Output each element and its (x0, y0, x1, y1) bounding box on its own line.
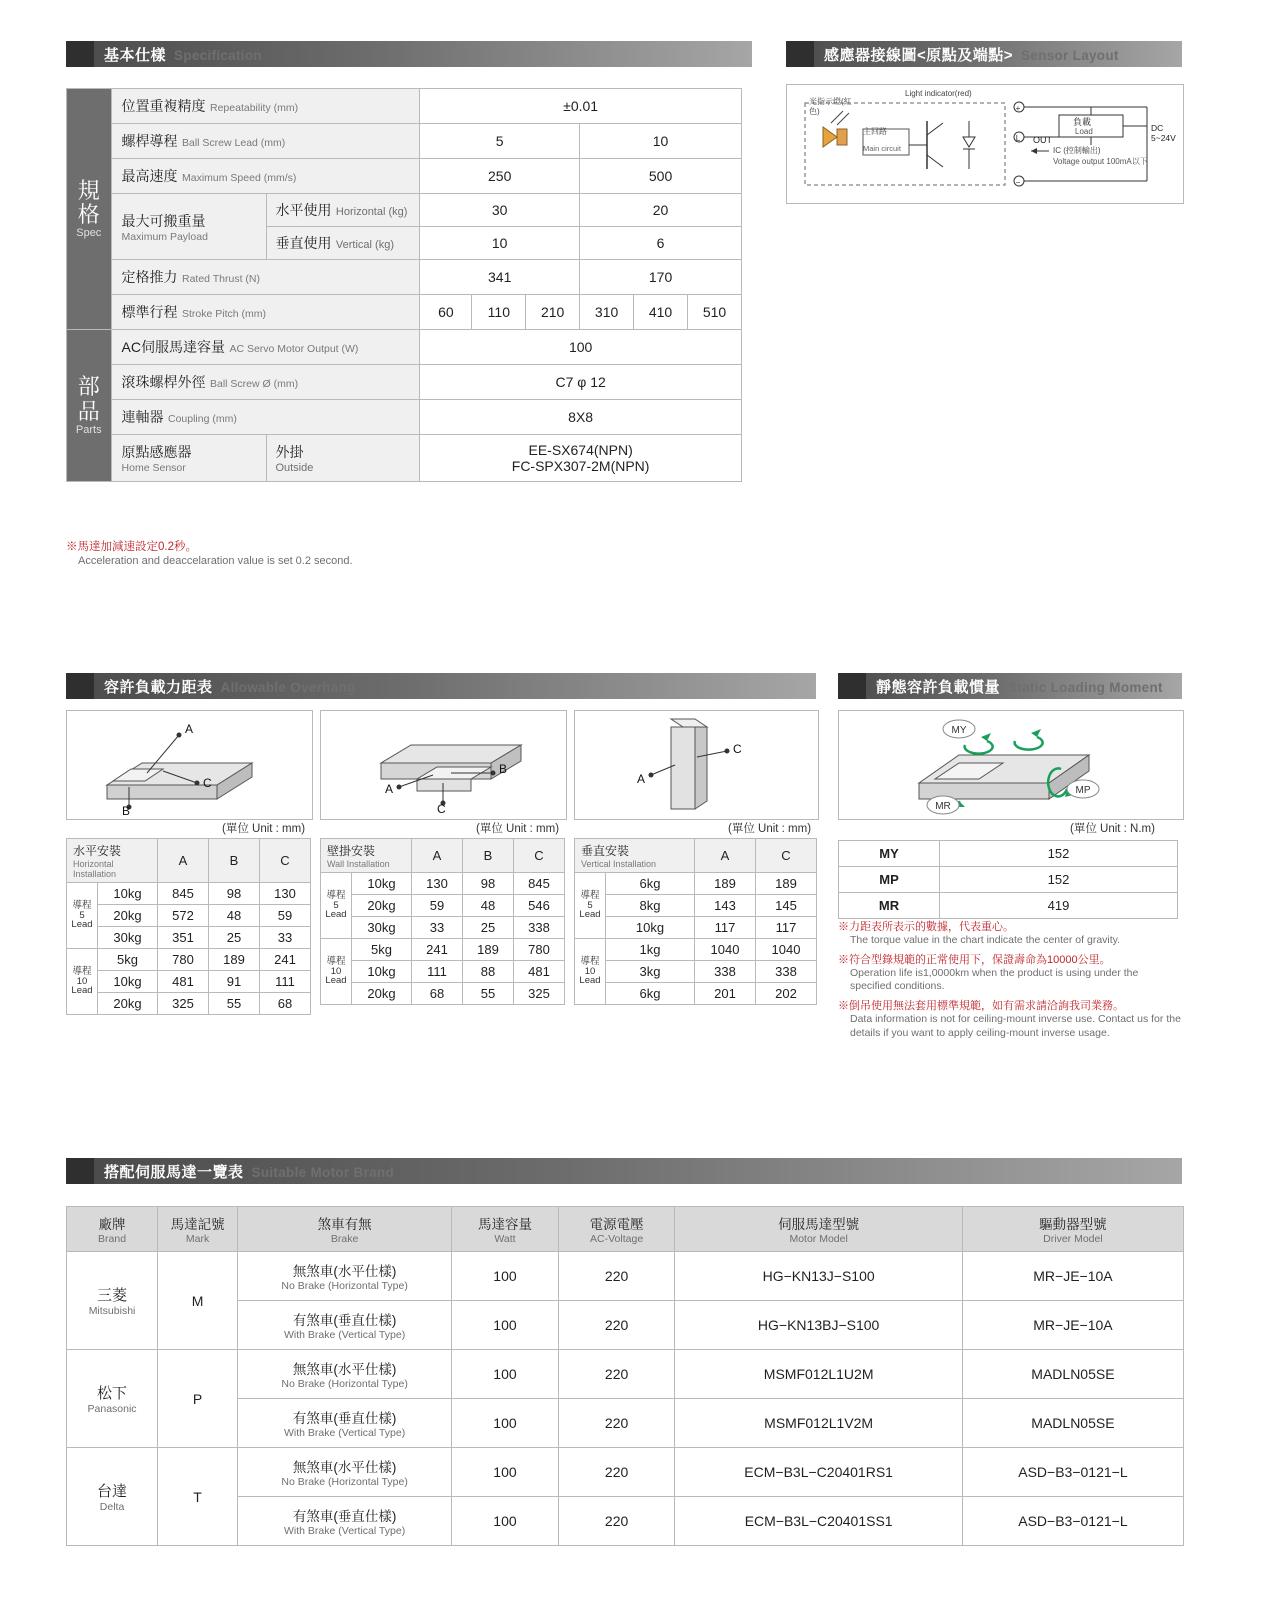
table-row (67, 1350, 1184, 1399)
col-b: B (209, 839, 260, 883)
svg-text:C: C (733, 742, 742, 756)
load-label: 10kg (352, 961, 412, 983)
cell-b: 55 (209, 993, 260, 1015)
overhang-diagram-wall (320, 710, 567, 820)
cell-c: 33 (260, 927, 311, 949)
load-label: 10kg (606, 917, 695, 939)
load-label: 8kg (606, 895, 695, 917)
cell-a: 338 (695, 961, 756, 983)
lead-group-5: 導程 5 Lead (67, 883, 98, 949)
table-row (321, 961, 565, 983)
overhang-table-horizontal (66, 838, 311, 1015)
table-row (67, 435, 742, 482)
value-thrust-10: 170 (580, 260, 742, 295)
brake-type: 無煞車(水平仕樣) No Brake (Horizontal Type) (238, 1448, 452, 1497)
table-row (321, 939, 565, 961)
section-title-en: Specification (174, 47, 262, 63)
table-header-row (67, 1207, 1184, 1252)
row-label-stroke-pitch: 標準行程 Stroke Pitch (mm) (111, 295, 420, 330)
col-voltage: 電源電壓 AC-Voltage (558, 1207, 675, 1252)
cell-a: 130 (412, 873, 463, 895)
svg-text:A: A (185, 722, 194, 736)
moment-value-mr: 419 (940, 893, 1178, 919)
spec-side-label-cn: 規格 (77, 177, 100, 227)
load-label: 3kg (606, 961, 695, 983)
svg-text:−: − (1015, 178, 1021, 187)
header-accent-bar (66, 1158, 94, 1184)
brake-type: 無煞車(水平仕樣) No Brake (Horizontal Type) (238, 1350, 452, 1399)
cell-c: 546 (514, 895, 565, 917)
load-label: 6kg (606, 983, 695, 1005)
col-watt: 馬達容量 Watt (452, 1207, 559, 1252)
watt: 100 (452, 1301, 559, 1350)
cell-b: 189 (463, 939, 514, 961)
section-header-specification (66, 41, 752, 67)
cell-a: 201 (695, 983, 756, 1005)
table-row (67, 993, 311, 1015)
svg-text:MP: MP (1075, 785, 1091, 796)
table-row (321, 895, 565, 917)
section-title-cn: 基本仕樣 (104, 46, 167, 64)
cell-c: 202 (756, 983, 817, 1005)
load-label: 5kg (98, 949, 158, 971)
motor-model: HG−KN13J−S100 (675, 1252, 962, 1301)
value-lead-5: 5 (420, 124, 580, 159)
brand-panasonic: 松下 Panasonic (67, 1350, 158, 1448)
section-title-en: Static Loading Moment (1008, 679, 1163, 695)
table-row (67, 971, 311, 993)
cell-a: 68 (412, 983, 463, 1005)
value-stroke-3: 210 (526, 295, 580, 330)
value-payload-v-10: 6 (580, 227, 742, 260)
spec-note-en: Acceleration and deaccelaration value is set 0.2 second. (78, 555, 353, 567)
load-label: 1kg (606, 939, 695, 961)
table-row (67, 905, 311, 927)
cell-b: 98 (209, 883, 260, 905)
voltage: 220 (558, 1448, 675, 1497)
table-row (839, 867, 1178, 893)
driver-model: MADLN05SE (962, 1399, 1183, 1448)
lead-group-5: 導程 5 Lead (321, 873, 352, 939)
sensor-out-label: OUT (1033, 135, 1052, 145)
home-sensor-model-2: FC-SPX307-2M(NPN) (511, 458, 650, 474)
header-accent-bar (66, 41, 94, 67)
unit-label-vertical: (單位 Unit : mm) (728, 823, 812, 835)
col-driver-model: 驅動器型號 Driver Model (962, 1207, 1183, 1252)
cell-a: 33 (412, 917, 463, 939)
sensor-load-en: Load (1075, 127, 1093, 136)
row-label-max-speed: 最高速度 Maximum Speed (mm/s) (111, 159, 420, 194)
cell-a: 1040 (695, 939, 756, 961)
motor-model: HG−KN13BJ−S100 (675, 1301, 962, 1350)
overhang-title-wall: 壁掛安裝 Wall Installation (321, 839, 412, 873)
static-moment-table (838, 840, 1178, 919)
value-stroke-4: 310 (580, 295, 634, 330)
value-payload-v-5: 10 (420, 227, 580, 260)
voltage: 220 (558, 1252, 675, 1301)
moment-value-mp: 152 (940, 867, 1178, 893)
sensor-main-circuit-en: Main circuit (863, 144, 901, 153)
motor-model: ECM−B3L−C20401RS1 (675, 1448, 962, 1497)
table-row (67, 927, 311, 949)
table-row (321, 983, 565, 1005)
header-accent-bar (838, 673, 866, 699)
section-header-overhang (66, 673, 816, 699)
cell-c: 338 (756, 961, 817, 983)
cell-c: 68 (260, 993, 311, 1015)
mark-mitsubishi: M (158, 1252, 238, 1350)
section-header-motor-brand (66, 1158, 1182, 1184)
overhang-table-vertical (574, 838, 817, 1005)
voltage: 220 (558, 1399, 675, 1448)
overhang-table-wall (320, 838, 565, 1005)
cell-a: 117 (695, 917, 756, 939)
moment-key-my: MY (839, 841, 940, 867)
row-label-max-payload: 最大可搬重量 Maximum Payload (111, 194, 267, 260)
sensor-load-cn: 負載 (1073, 117, 1092, 127)
value-home-sensor (420, 435, 742, 482)
cell-c: 481 (514, 961, 565, 983)
cell-c: 1040 (756, 939, 817, 961)
load-label: 20kg (98, 993, 158, 1015)
table-row (575, 895, 817, 917)
cell-c: 130 (260, 883, 311, 905)
note-2-cn: ※符合型錄規範的正常使用下，保證壽命為10000公里。 (838, 954, 1111, 967)
svg-text:MY: MY (951, 725, 967, 736)
table-row (575, 917, 817, 939)
svg-text:A: A (637, 772, 646, 786)
svg-text:B: B (499, 762, 508, 776)
note-3-en: Data information is not for ceiling-mount inverse use. Contact us for the details if you want to apply ceiling-mount inverse usage. (850, 1013, 1181, 1039)
load-label: 10kg (98, 971, 158, 993)
cell-c: 780 (514, 939, 565, 961)
col-brand: 廠牌 Brand (67, 1207, 158, 1252)
col-mark: 馬達記號 Mark (158, 1207, 238, 1252)
sensor-dc-label: DC 5~24V (1151, 123, 1176, 144)
table-row (67, 330, 742, 365)
value-repeatability: ±0.01 (420, 89, 742, 124)
table-row (839, 841, 1178, 867)
load-label: 20kg (352, 895, 412, 917)
cell-b: 91 (209, 971, 260, 993)
moment-key-mr: MR (839, 893, 940, 919)
spec-note-cn: ※馬達加減速設定0.2秒。 (66, 541, 197, 553)
watt: 100 (452, 1399, 559, 1448)
svg-text:A: A (385, 782, 394, 796)
specification-table (66, 88, 742, 482)
value-coupling: 8X8 (420, 400, 742, 435)
lead-group-5: 導程 5 Lead (575, 873, 606, 939)
table-row (575, 961, 817, 983)
sensor-layout-diagram (786, 84, 1184, 204)
value-thrust-5: 341 (420, 260, 580, 295)
header-accent-bar (66, 673, 94, 699)
section-title-cn: 容許負載力距表 (104, 678, 213, 696)
sensor-main-circuit-cn: 主回路 (863, 127, 887, 136)
watt: 100 (452, 1252, 559, 1301)
home-sensor-model-1: EE-SX674(NPN) (528, 442, 633, 458)
col-c: C (260, 839, 311, 883)
cell-c: 117 (756, 917, 817, 939)
lead-group-10: 導程 10 Lead (67, 949, 98, 1015)
cell-c: 59 (260, 905, 311, 927)
brake-type: 無煞車(水平仕樣) No Brake (Horizontal Type) (238, 1252, 452, 1301)
cell-c: 338 (514, 917, 565, 939)
brand-mitsubishi: 三菱 Mitsubishi (67, 1252, 158, 1350)
row-label-rated-thrust: 定格推力 Rated Thrust (N) (111, 260, 420, 295)
svg-text:C: C (203, 776, 212, 790)
cell-b: 48 (209, 905, 260, 927)
value-stroke-6: 510 (688, 295, 742, 330)
table-row (67, 124, 742, 159)
parts-side-label-en: Parts (75, 423, 102, 436)
value-speed-10: 500 (580, 159, 742, 194)
value-payload-h-10: 20 (580, 194, 742, 227)
cell-c: 189 (756, 873, 817, 895)
col-c: C (756, 839, 817, 873)
table-row (67, 365, 742, 400)
col-a: A (158, 839, 209, 883)
row-label-repeatability: 位置重複精度 Repeatability (mm) (111, 89, 420, 124)
cell-b: 189 (209, 949, 260, 971)
section-title-cn: 靜態容許負載慣量 (876, 678, 1001, 696)
unit-label-moment: (單位 Unit : N.m) (1070, 823, 1155, 835)
row-label-ball-screw-lead: 螺桿導程 Ball Screw Lead (mm) (111, 124, 420, 159)
row-label-coupling: 連軸器 Coupling (mm) (111, 400, 420, 435)
load-label: 30kg (98, 927, 158, 949)
svg-text:C: C (437, 802, 446, 816)
sensor-light-indicator-en: Light indicator(red) (905, 89, 972, 98)
load-label: 10kg (352, 873, 412, 895)
cell-a: 111 (412, 961, 463, 983)
cell-a: 845 (158, 883, 209, 905)
cell-c: 325 (514, 983, 565, 1005)
row-label-ball-screw-dia: 滾珠螺桿外徑 Ball Screw Ø (mm) (111, 365, 420, 400)
svg-text:+: + (1015, 104, 1021, 113)
row-label-payload-horizontal: 水平使用 Horizontal (kg) (267, 194, 420, 227)
spec-side-label-en: Spec (76, 227, 102, 240)
note-3-cn: ※倒吊使用無法套用標準規範，如有需求請洽詢我司業務。 (838, 1000, 1124, 1013)
mark-panasonic: P (158, 1350, 238, 1448)
section-title-sensor (814, 44, 1119, 65)
table-row (67, 295, 742, 330)
value-ac-servo-output: 100 (420, 330, 742, 365)
driver-model: MADLN05SE (962, 1350, 1183, 1399)
watt: 100 (452, 1448, 559, 1497)
table-row (575, 983, 817, 1005)
cell-a: 325 (158, 993, 209, 1015)
unit-label-horizontal: (單位 Unit : mm) (222, 823, 306, 835)
section-header-sensor (786, 41, 1182, 67)
table-row (321, 873, 565, 895)
spec-side-label (67, 89, 112, 330)
table-row (67, 1448, 1184, 1497)
section-title-en: Suitable Motor Brand (251, 1164, 395, 1180)
table-row (67, 260, 742, 295)
cell-c: 111 (260, 971, 311, 993)
section-title-static-moment (866, 676, 1163, 697)
motor-brand-table (66, 1206, 1184, 1546)
value-lead-10: 10 (580, 124, 742, 159)
table-row (321, 917, 565, 939)
watt: 100 (452, 1497, 559, 1546)
value-stroke-5: 410 (634, 295, 688, 330)
cell-a: 241 (412, 939, 463, 961)
section-title-motor-brand (94, 1161, 394, 1182)
unit-label-wall: (單位 Unit : mm) (476, 823, 560, 835)
cell-b: 98 (463, 873, 514, 895)
cell-a: 780 (158, 949, 209, 971)
cell-a: 189 (695, 873, 756, 895)
section-title-en: Sensor Layout (1021, 47, 1119, 63)
watt: 100 (452, 1350, 559, 1399)
col-b: B (463, 839, 514, 873)
voltage: 220 (558, 1497, 675, 1546)
table-row (575, 873, 817, 895)
cell-c: 845 (514, 873, 565, 895)
table-row (839, 893, 1178, 919)
load-label: 20kg (98, 905, 158, 927)
mark-delta: T (158, 1448, 238, 1546)
cell-a: 481 (158, 971, 209, 993)
load-label: 6kg (606, 873, 695, 895)
cell-a: 572 (158, 905, 209, 927)
svg-text:B: B (122, 804, 131, 817)
static-moment-notes (838, 918, 1182, 1040)
overhang-diagram-horizontal (66, 710, 313, 820)
value-ball-screw-dia: C7 φ 12 (420, 365, 742, 400)
cell-b: 48 (463, 895, 514, 917)
motor-model: MSMF012L1V2M (675, 1399, 962, 1448)
brand-delta: 台達 Delta (67, 1448, 158, 1546)
cell-b: 55 (463, 983, 514, 1005)
col-a: A (412, 839, 463, 873)
sensor-light-indicator-cn: 光指示燈(紅色) (809, 97, 852, 116)
voltage: 220 (558, 1350, 675, 1399)
cell-a: 143 (695, 895, 756, 917)
row-label-home-sensor-outside: 外掛 Outside (267, 435, 420, 482)
motor-model: ECM−B3L−C20401SS1 (675, 1497, 962, 1546)
cell-a: 351 (158, 927, 209, 949)
parts-side-label (67, 330, 112, 482)
svg-text:MR: MR (935, 801, 951, 812)
section-title-overhang (94, 676, 356, 697)
moment-key-mp: MP (839, 867, 940, 893)
header-accent-bar (786, 41, 814, 67)
table-row (67, 400, 742, 435)
cell-a: 59 (412, 895, 463, 917)
load-label: 20kg (352, 983, 412, 1005)
row-label-ac-servo-output: AC伺服馬達容量 AC Servo Motor Output (W) (111, 330, 420, 365)
cell-c: 145 (756, 895, 817, 917)
table-row (67, 194, 742, 227)
table-row (67, 839, 311, 883)
table-row (67, 883, 311, 905)
brake-type: 有煞車(垂直仕樣) With Brake (Vertical Type) (238, 1399, 452, 1448)
voltage: 220 (558, 1301, 675, 1350)
moment-value-my: 152 (940, 841, 1178, 867)
table-row (575, 939, 817, 961)
section-title-en: Allowable Overhang (220, 679, 356, 695)
value-stroke-1: 60 (420, 295, 472, 330)
static-moment-diagram (838, 710, 1184, 820)
overhang-title-horizontal: 水平安裝 Horizontal Installation (67, 839, 158, 883)
overhang-title-vertical: 垂直安裝 Vertical Installation (575, 839, 695, 873)
svg-text:L: L (1015, 134, 1021, 143)
brake-type: 有煞車(垂直仕樣) With Brake (Vertical Type) (238, 1497, 452, 1546)
load-label: 5kg (352, 939, 412, 961)
col-brake: 煞車有無 Brake (238, 1207, 452, 1252)
table-row (67, 1252, 1184, 1301)
value-payload-h-5: 30 (420, 194, 580, 227)
driver-model: MR−JE−10A (962, 1301, 1183, 1350)
lead-group-10: 導程 10 Lead (321, 939, 352, 1005)
table-row (321, 839, 565, 873)
motor-model: MSMF012L1U2M (675, 1350, 962, 1399)
cell-b: 25 (463, 917, 514, 939)
brake-type: 有煞車(垂直仕樣) With Brake (Vertical Type) (238, 1301, 452, 1350)
col-motor-model: 伺服馬達型號 Motor Model (675, 1207, 962, 1252)
section-title-cn: 搭配伺服馬達一覽表 (104, 1163, 244, 1181)
note-2-en: Operation life is1,0000km when the product is using under the specified conditions. (850, 967, 1139, 993)
cell-b: 88 (463, 961, 514, 983)
section-title-cn: 感應器接線圖<原點及端點> (824, 46, 1014, 64)
overhang-diagram-vertical (574, 710, 819, 820)
cell-c: 241 (260, 949, 311, 971)
sensor-voltage-output: Voltage output 100mA以下 (1053, 157, 1148, 166)
col-a: A (695, 839, 756, 873)
table-row (67, 159, 742, 194)
col-c: C (514, 839, 565, 873)
note-1-cn: ※力距表所表示的數據，代表重心。 (838, 921, 1014, 933)
section-title-specification (94, 44, 262, 65)
driver-model: MR−JE−10A (962, 1252, 1183, 1301)
load-label: 10kg (98, 883, 158, 905)
table-row (575, 839, 817, 873)
table-row (67, 949, 311, 971)
parts-side-label-cn: 部品 (77, 374, 100, 424)
cell-b: 25 (209, 927, 260, 949)
lead-group-10: 導程 10 Lead (575, 939, 606, 1005)
value-stroke-2: 110 (472, 295, 526, 330)
table-row (67, 89, 742, 124)
value-speed-5: 250 (420, 159, 580, 194)
row-label-home-sensor: 原點感應器 Home Sensor (111, 435, 267, 482)
note-1-en: The torque value in the chart indicate the center of gravity. (850, 934, 1121, 946)
load-label: 30kg (352, 917, 412, 939)
driver-model: ASD−B3−0121−L (962, 1497, 1183, 1546)
row-label-payload-vertical: 垂直使用 Vertical (kg) (267, 227, 420, 260)
sensor-ic-label: IC (控制輸出) (1053, 146, 1101, 155)
section-header-static-moment (838, 673, 1182, 699)
driver-model: ASD−B3−0121−L (962, 1448, 1183, 1497)
